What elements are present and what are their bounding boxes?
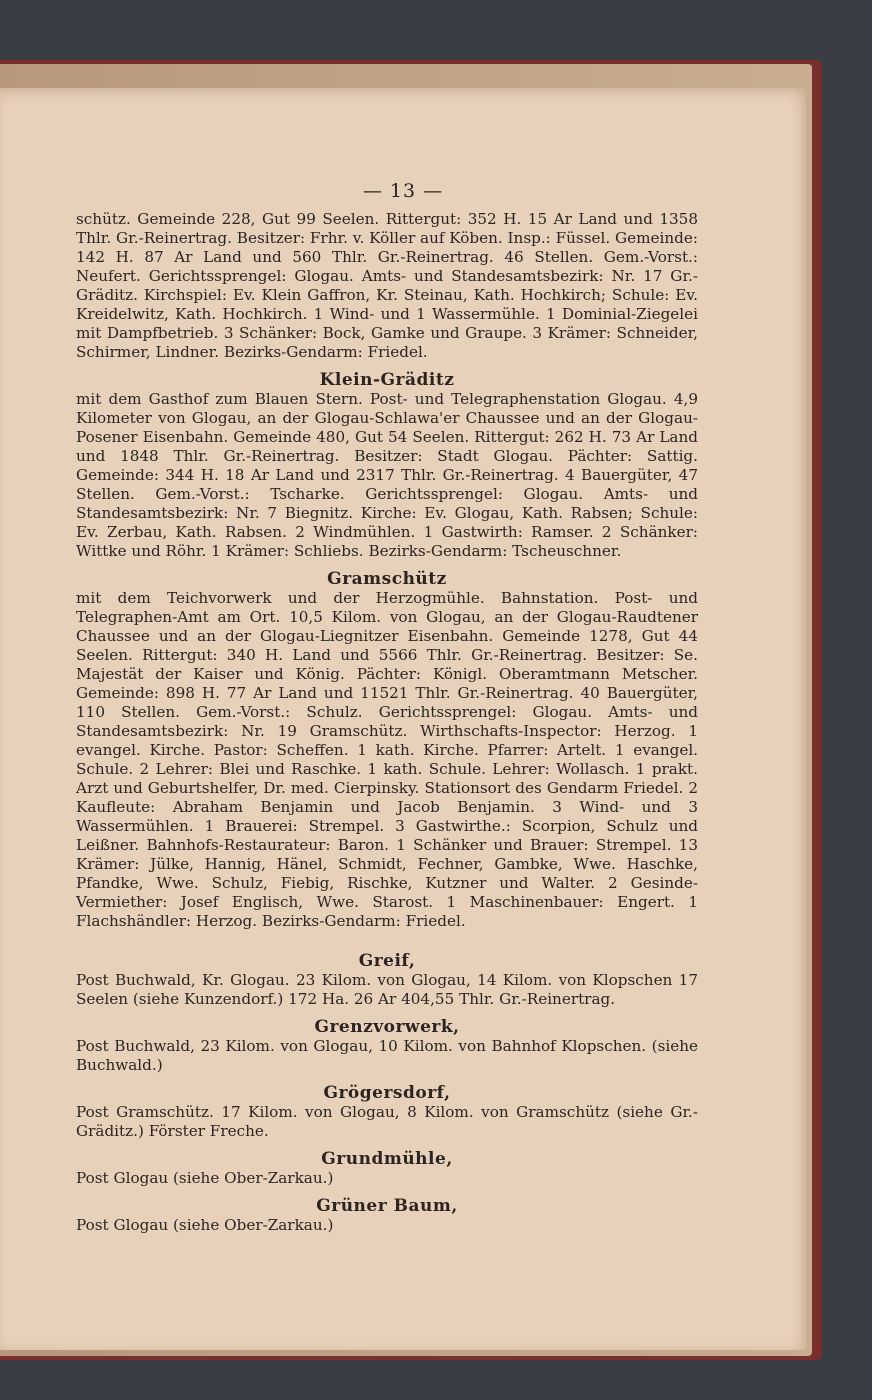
entry-text: Post Buchwald, Kr. Glogau. 23 Kilom. von Glogau, 14 Kilom. von Klopschen 17 Seelen (siehe Kunzendorf.) 172 Ha. 26 Ar 404,55 Thlr. Gr.-Reinertrag. (76, 971, 698, 1008)
entry-text: Post Buchwald, 23 Kilom. von Glogau, 10 Kilom. von Bahnhof Klopschen. (siehe Buchwald.) (76, 1037, 698, 1074)
entry-text: Post Glogau (siehe Ober-Zarkau.) (76, 1216, 334, 1234)
entry-grundmuehle (76, 1149, 698, 1188)
entry-gruener-baum (76, 1196, 698, 1235)
entry-heading: Klein-Gräditz (319, 370, 455, 390)
entry-heading: Grenzvorwerk, (314, 1017, 460, 1037)
spacer (76, 931, 698, 943)
entry-heading: Gramschütz (327, 569, 447, 589)
entry-greif (76, 951, 698, 1009)
page-number: — 13 — (362, 180, 444, 202)
entry-heading: Grundmühle, (321, 1149, 453, 1169)
entry-grenzvorwerk (76, 1017, 698, 1075)
entry-text: mit dem Gasthof zum Blauen Stern. Post- und Telegraphenstation Glogau. 4,9 Kilometer von Glogau, an der Glogau-Schlawa'er Chaussee und an der Glogau-Posener Eisenbahn. Gemeinde 480, Gut 54 Seelen. Rittergut: 262 H. 73 Ar Land und 1848 Thlr. Gr.-Reinertrag. Besitzer: Stadt Glogau. Pächter: Sattig. Gemeinde: 344 H. 18 Ar Land und 2317 Thlr. Gr.-Reinertrag. 4 Bauergüter, 47 Stellen. Gem.-Vorst.: Tscharke. Gerichtssprengel: Glogau. Amts- und Standesamtsbezirk: Nr. 7 Biegnitz. Kirche: Ev. Glogau, Kath. Rabsen; Schule: Ev. Zerbau, Kath. Rabsen. 2 Windmühlen. 1 Gastwirth: Ramser. 2 Schänker: Wittke und Röhr. 1 Krämer: Schliebs. Bezirks-Gendarm: Tscheuschner. (76, 390, 698, 560)
entry-text: Post Gramschütz. 17 Kilom. von Glogau, 8 Kilom. von Gramschütz (siehe Gr.-Gräditz.) Förster Freche. (76, 1103, 698, 1140)
entry-gramschuetz (76, 569, 698, 931)
entry-klein-graeditz (76, 370, 698, 561)
entry-heading: Grögersdorf, (323, 1083, 451, 1103)
entry-text: mit dem Teichvorwerk und der Herzogmühle. Bahnstation. Post- und Telegraphen-Amt am Ort. 10,5 Kilom. von Glogau, an der Glogau-Raudtener Chaussee und an der Glogau-Liegnitzer Eisenbahn. Gemeinde 1278, Gut 44 Seelen. Rittergut: 340 H. Land und 5566 Thlr. Gr.-Reinertrag. Besitzer: Se. Majestät der Kaiser und König. Pächter: Königl. Oberamtmann Metscher. Gemeinde: 898 H. 77 Ar Land und 11521 Thlr. Gr.-Reinertrag. 40 Bauergüter, 110 Stellen. Gem.-Vorst.: Schulz. Gerichtssprengel: Glogau. Amts- und Standesamtsbezirk: Nr. 19 Gramschütz. Wirthschafts-Inspector: Herzog. 1 evangel. Kirche. Pastor: Scheffen. 1 kath. Kirche. Pfarrer: Artelt. 1 evangel. Schule. 2 Lehrer: Blei und Raschke. 1 kath. Schule. Lehrer: Wollasch. 1 prakt. Arzt und Geburtshelfer, Dr. med. Cierpinsky. Stationsort des Gendarm Friedel. 2 Kaufleute: Abraham Benjamin und Jacob Benjamin. 3 Wind- und 3 Wassermühlen. 1 Brauerei: Strempel. 3 Gastwirthe.: Scorpion, Schulz und Leißner. Bahnhofs-Restaurateur: Baron. 1 Schänker und Brauer: Strempel. 13 Krämer: Jülke, Hannig, Hänel, Schmidt, Fechner, Gambke, Wwe. Haschke, Pfandke, Wwe. Schulz, Fiebig, Rischke, Kutzner und Walter. 2 Gesinde-Vermiether: Josef Englisch, Wwe. Starost. 1 Maschinenbauer: Engert. 1 Flachshändler: Herzog. Bezirks-Gendarm: Friedel. (76, 589, 698, 930)
entry-text: Post Glogau (siehe Ober-Zarkau.) (76, 1169, 334, 1187)
entry-heading: Greif, (358, 951, 416, 971)
intro-paragraph: schütz. Gemeinde 228, Gut 99 Seelen. Rittergut: 352 H. 15 Ar Land und 1358 Thlr. Gr.-Reinertrag. Besitzer: Frhr. v. Köller auf Köben. Insp.: Füssel. Gemeinde: 142 H. 87 Ar Land und 560 Thlr. Gr.-Reinertrag. 46 Stellen. Gem.-Vorst.: Neufert. Gerichtssprengel: Glogau. Amts- und Standesamtsbezirk: Nr. 17 Gr.-Gräditz. Kirchspiel: Ev. Klein Gaffron, Kr. Steinau, Kath. Hochkirch; Schule: Ev. Kreidelwitz, Kath. Hochkirch. 1 Wind- und 1 Wassermühle. 1 Dominial-Ziegelei mit Dampfbetrieb. 3 Schänker: Bock, Gamke und Graupe. 3 Krämer: Schneider, Schirmer, Lindner. Bezirks-Gendarm: Friedel. (76, 210, 698, 361)
entry-heading: Grüner Baum, (316, 1196, 458, 1216)
entry-groegersdorf (76, 1083, 698, 1141)
page-content (76, 210, 698, 1235)
